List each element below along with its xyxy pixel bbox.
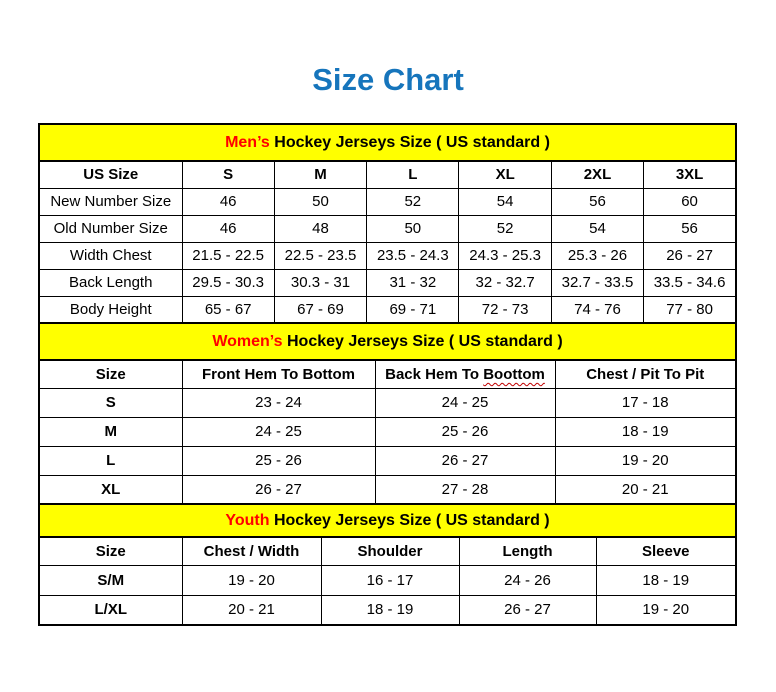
womens-section-banner xyxy=(39,323,736,360)
size-value-cell: 74 - 76 xyxy=(551,296,643,323)
womens-banner-cell xyxy=(39,323,736,360)
row-label: Old Number Size xyxy=(39,215,182,242)
size-value-cell: 50 xyxy=(367,215,459,242)
table-row xyxy=(39,475,736,504)
column-header: Length xyxy=(459,537,596,565)
mens-size-table xyxy=(38,123,737,324)
misspelled-word: Boottom xyxy=(483,365,545,383)
column-header: XL xyxy=(459,161,551,188)
table-row xyxy=(39,242,736,269)
column-header: S xyxy=(182,161,274,188)
size-value-cell: 18 - 19 xyxy=(596,565,736,595)
row-label: Back Length xyxy=(39,269,182,296)
size-value-cell: 16 - 17 xyxy=(321,565,459,595)
mens-banner-cell xyxy=(39,124,736,161)
size-value-cell: 67 - 69 xyxy=(274,296,366,323)
row-label: S/M xyxy=(39,565,182,595)
column-header: Chest / Pit To Pit xyxy=(555,360,736,388)
size-value-cell: 20 - 21 xyxy=(182,595,321,625)
table-row xyxy=(39,446,736,475)
size-value-cell: 30.3 - 31 xyxy=(274,269,366,296)
size-value-cell: 23 - 24 xyxy=(182,388,375,417)
size-value-cell: 24.3 - 25.3 xyxy=(459,242,551,269)
column-header: Size xyxy=(39,360,182,388)
womens-size-table xyxy=(38,322,737,505)
row-label: S xyxy=(39,388,182,417)
youth-banner-text: Hockey Jerseys Size ( US standard ) xyxy=(269,511,550,529)
table-row xyxy=(39,595,736,625)
size-value-cell: 65 - 67 xyxy=(182,296,274,323)
size-value-cell: 56 xyxy=(644,215,736,242)
column-header: Front Hem To Bottom xyxy=(182,360,375,388)
size-value-cell: 48 xyxy=(274,215,366,242)
size-value-cell: 32.7 - 33.5 xyxy=(551,269,643,296)
row-label: Width Chest xyxy=(39,242,182,269)
size-value-cell: 24 - 25 xyxy=(182,417,375,446)
size-value-cell: 23.5 - 24.3 xyxy=(367,242,459,269)
size-value-cell: 26 - 27 xyxy=(182,475,375,504)
size-value-cell: 21.5 - 22.5 xyxy=(182,242,274,269)
size-value-cell: 27 - 28 xyxy=(375,475,555,504)
row-label: M xyxy=(39,417,182,446)
mens-banner-highlight: Men’s xyxy=(225,133,270,151)
size-value-cell: 54 xyxy=(551,215,643,242)
table-row xyxy=(39,565,736,595)
size-value-cell: 26 - 27 xyxy=(375,446,555,475)
column-header: Size xyxy=(39,537,182,565)
youth-header-row xyxy=(39,537,736,565)
row-label: L xyxy=(39,446,182,475)
column-header: Sleeve xyxy=(596,537,736,565)
size-value-cell: 26 - 27 xyxy=(459,595,596,625)
table-row xyxy=(39,215,736,242)
column-header: 2XL xyxy=(551,161,643,188)
mens-section-banner xyxy=(39,124,736,161)
size-value-cell: 19 - 20 xyxy=(555,446,736,475)
column-header: 3XL xyxy=(644,161,736,188)
size-value-cell: 50 xyxy=(274,188,366,215)
table-row xyxy=(39,388,736,417)
womens-header-row xyxy=(39,360,736,388)
womens-banner-highlight: Women’s xyxy=(212,332,283,350)
column-header: Chest / Width xyxy=(182,537,321,565)
size-value-cell: 60 xyxy=(644,188,736,215)
column-header: L xyxy=(367,161,459,188)
youth-size-table xyxy=(38,503,737,626)
size-value-cell: 72 - 73 xyxy=(459,296,551,323)
column-header: US Size xyxy=(39,161,182,188)
size-value-cell: 25.3 - 26 xyxy=(551,242,643,269)
size-value-cell: 46 xyxy=(182,215,274,242)
table-row xyxy=(39,296,736,323)
size-value-cell: 77 - 80 xyxy=(644,296,736,323)
table-row xyxy=(39,188,736,215)
youth-banner-highlight: Youth xyxy=(225,511,270,529)
size-value-cell: 22.5 - 23.5 xyxy=(274,242,366,269)
column-header xyxy=(375,360,555,388)
size-value-cell: 18 - 19 xyxy=(321,595,459,625)
size-value-cell: 25 - 26 xyxy=(182,446,375,475)
size-value-cell: 24 - 26 xyxy=(459,565,596,595)
youth-banner-cell xyxy=(39,504,736,537)
size-value-cell: 33.5 - 34.6 xyxy=(644,269,736,296)
size-value-cell: 46 xyxy=(182,188,274,215)
size-value-cell: 31 - 32 xyxy=(367,269,459,296)
size-value-cell: 20 - 21 xyxy=(555,475,736,504)
table-row xyxy=(39,269,736,296)
row-label: L/XL xyxy=(39,595,182,625)
row-label: Body Height xyxy=(39,296,182,323)
size-value-cell: 56 xyxy=(551,188,643,215)
size-value-cell: 18 - 19 xyxy=(555,417,736,446)
size-value-cell: 29.5 - 30.3 xyxy=(182,269,274,296)
size-value-cell: 25 - 26 xyxy=(375,417,555,446)
mens-header-row xyxy=(39,161,736,188)
size-value-cell: 24 - 25 xyxy=(375,388,555,417)
size-value-cell: 54 xyxy=(459,188,551,215)
table-row xyxy=(39,417,736,446)
size-value-cell: 32 - 32.7 xyxy=(459,269,551,296)
size-value-cell: 69 - 71 xyxy=(367,296,459,323)
page-title: Size Chart xyxy=(312,62,464,97)
size-value-cell: 52 xyxy=(367,188,459,215)
size-value-cell: 19 - 20 xyxy=(596,595,736,625)
youth-section-banner xyxy=(39,504,736,537)
size-value-cell: 19 - 20 xyxy=(182,565,321,595)
column-header: Shoulder xyxy=(321,537,459,565)
column-header: M xyxy=(274,161,366,188)
row-label: XL xyxy=(39,475,182,504)
size-value-cell: 26 - 27 xyxy=(644,242,736,269)
womens-banner-text: Hockey Jerseys Size ( US standard ) xyxy=(282,332,563,350)
column-header-text: Back Hem To xyxy=(385,365,484,383)
size-value-cell: 17 - 18 xyxy=(555,388,736,417)
row-label: New Number Size xyxy=(39,188,182,215)
size-value-cell: 52 xyxy=(459,215,551,242)
mens-banner-text: Hockey Jerseys Size ( US standard ) xyxy=(269,133,550,151)
size-tables-container xyxy=(38,123,737,626)
